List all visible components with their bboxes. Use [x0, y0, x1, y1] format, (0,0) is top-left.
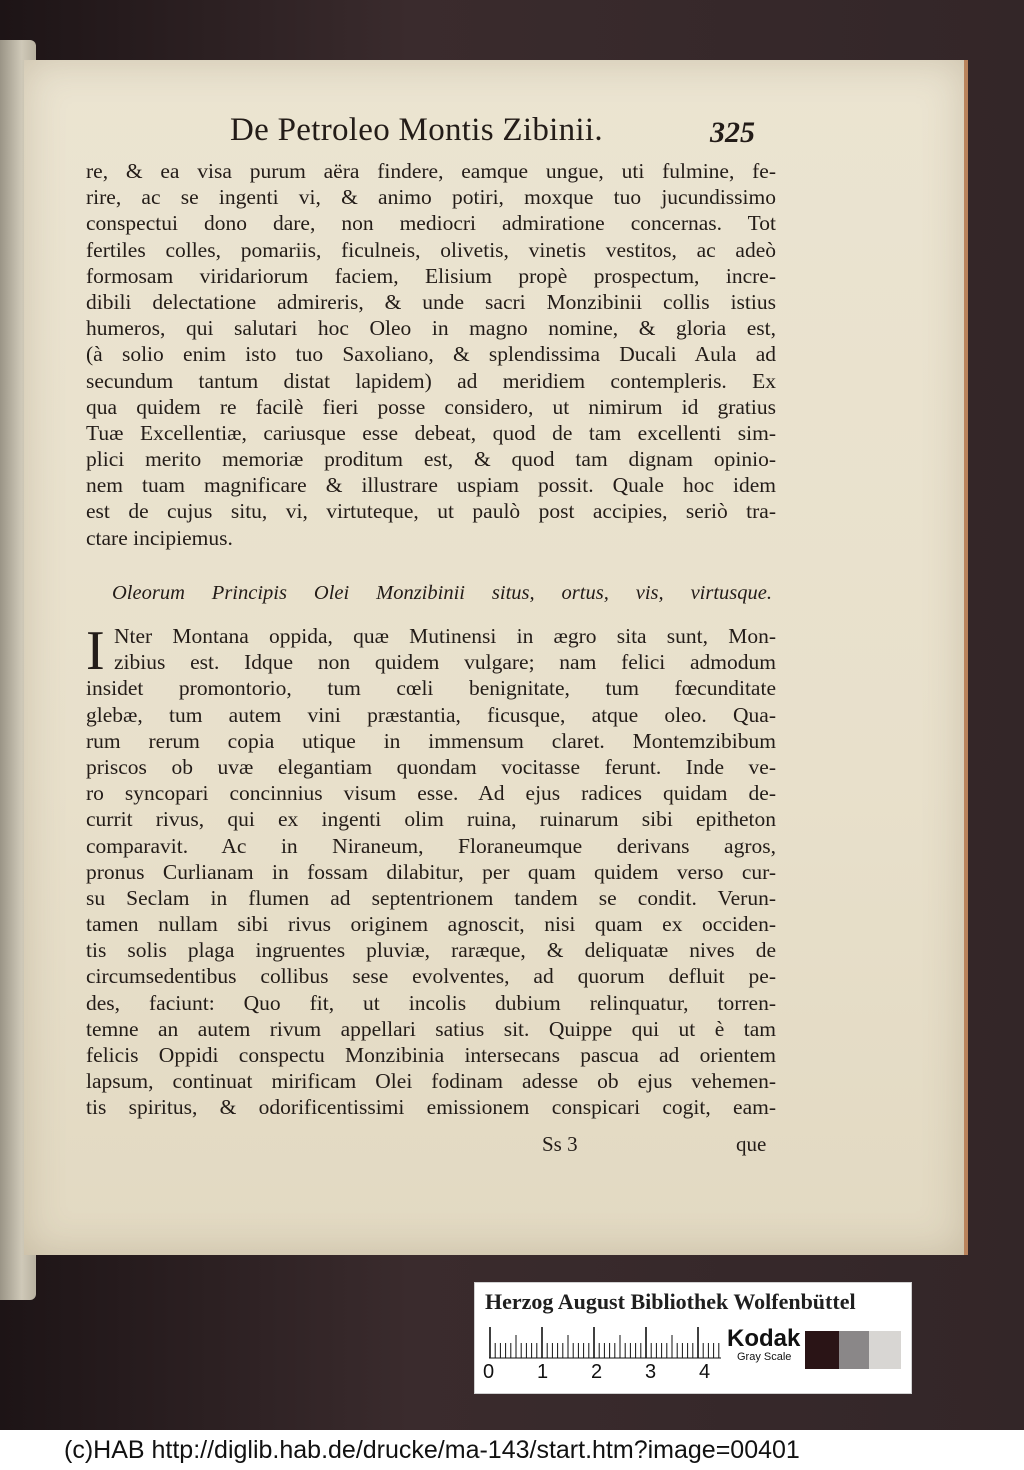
library-name: Herzog August Bibliothek Wolfenbüttel — [485, 1289, 856, 1314]
text-line: su Seclam in flumen ad septentrionem tandem se condit. Verun- — [86, 885, 776, 910]
section-heading: Oleorum Principis Olei Monzibinii situs, ortus, vis, virtusque. — [112, 582, 772, 604]
text-line: dibili delectatione admireris, & unde sacri Monzibinii collis istius — [86, 289, 776, 314]
text-line: fertiles colles, pomariis, ficulneis, olivetis, vinetis vestitos, ac adeò — [86, 237, 776, 262]
text-line: conspectui dono dare, non mediocri admiratione concernas. Tot — [86, 211, 776, 236]
signature-mark: Ss 3 — [542, 1132, 578, 1156]
text-line: circumsedentibus collibus sese evolventes, ad quorum defluit pe- — [86, 964, 776, 989]
text-line: felicis Oppidi conspectu Monzibinia intersecans pascua ad orientem — [86, 1043, 776, 1067]
text-line: comparavit. Ac in Niraneum, Floraneumque derivans agros, — [86, 833, 776, 858]
text-line: temne an autem rivum appellari satius sit. Quippe qui ut è tam — [86, 1016, 776, 1041]
text-line: ro syncopari concinnius visum esse. Ad ejus radices quidam de- — [86, 781, 776, 806]
text-line: plici merito memoriæ proditum est, & quod tam dignam opinio- — [86, 447, 776, 472]
text-line: insidet promontorio, tum cœli benignitate, tum fœcunditate — [86, 676, 776, 701]
gray-scale-label: Gray Scale — [737, 1351, 792, 1363]
text-line: pronus Curlianam in fossam dilabitur, per quam quidem verso cur- — [86, 859, 776, 884]
ruler-numbers — [483, 1361, 729, 1385]
page-number: 325 — [710, 116, 755, 149]
gray-scale-swatches — [805, 1331, 901, 1369]
text-line: Tuæ Excellentiæ, cariusque esse debeat, quod de tam excellenti sim- — [86, 420, 776, 445]
text-line: tamen nullam sibi rivus originem agnoscit, nisi quam ex occiden- — [86, 912, 776, 937]
text-line: humeros, qui salutari hoc Oleo in magno nomine, & gloria est, — [86, 316, 776, 341]
ruler — [483, 1325, 723, 1383]
ruler-number: 2 — [591, 1361, 603, 1383]
text-line: Nter Montana oppida, quæ Mutinensi in ægro sita sunt, Mon- — [114, 624, 776, 648]
paragraph-1 — [86, 158, 776, 551]
footer-bar — [0, 1430, 1024, 1470]
text-line: rire, ac se ingenti vi, & animo potiri, moxque tuo jucundissimo — [86, 185, 776, 210]
paragraph-2 — [86, 620, 776, 1121]
text-line: est de cujus situ, vi, virtuteque, ut paulò post accipies, seriò tra- — [86, 499, 776, 524]
text-line: rum rerum copia utique in immensum claret. Montemzibibum — [86, 728, 776, 753]
swatch-light — [869, 1331, 901, 1369]
running-title: De Petroleo Montis Zibinii. — [230, 112, 603, 148]
kodak-logo: Kodak — [727, 1325, 801, 1352]
catchword: que — [736, 1132, 767, 1156]
book-page — [24, 60, 968, 1255]
drop-cap: I — [86, 620, 105, 682]
page-header — [230, 112, 755, 156]
swatch-mid — [839, 1331, 869, 1369]
text-line: currit rivus, qui ex ingenti olim ruina, ruinarum sibi epitheton — [86, 807, 776, 832]
text-line: secundum tantum distat lapidem) ad meridiem contempleris. Ex — [86, 368, 776, 393]
text-line: priscos ob uvæ elegantiam quondam vocitasse ferunt. Inde ve- — [86, 754, 776, 779]
text-line: zibius est. Idque non quidem vulgare; nam felici admodum — [114, 650, 776, 675]
text-line: re, & ea visa purum aëra findere, eamque ungue, uti fulmine, fe- — [86, 159, 776, 183]
footer-url: (c)HAB http://diglib.hab.de/drucke/ma-143/start.htm?image=00401 — [64, 1436, 800, 1464]
text-line: tis solis plaga ingruentes pluviæ, raræque, & deliquatæ nives de — [86, 938, 776, 963]
library-color-card — [474, 1282, 912, 1394]
text-line: lapsum, continuat mirificam Olei fodinam adesse ob ejus vehemen- — [86, 1069, 776, 1094]
text-line: tis spiritus, & odorificentissimi emissionem conspicari cogit, eam- — [86, 1095, 776, 1120]
text-line: glebæ, tum autem vini præstantia, ficusque, atque oleo. Qua- — [86, 702, 776, 727]
ruler-number: 3 — [645, 1361, 657, 1383]
text-line: formosam viridariorum faciem, Elisium propè prospectum, incre- — [86, 263, 776, 288]
ruler-number: 1 — [537, 1361, 549, 1383]
text-line: nem tuam magnificare & illustrare uspiam possit. Quale hoc idem — [86, 473, 776, 498]
text-line: qua quidem re facilè fieri posse considero, ut nimirum id gratius — [86, 394, 776, 419]
text-line: ctare incipiemus. — [86, 525, 233, 550]
text-line: des, faciunt: Quo fit, ut incolis dubium relinquatur, torren- — [86, 990, 776, 1015]
text-line: (à solio enim isto tuo Saxoliano, & splendissima Ducali Aula ad — [86, 342, 776, 367]
ruler-number: 0 — [483, 1361, 495, 1383]
ruler-number: 4 — [699, 1361, 711, 1383]
ruler-ticks — [489, 1325, 723, 1359]
swatch-dark — [805, 1331, 839, 1369]
